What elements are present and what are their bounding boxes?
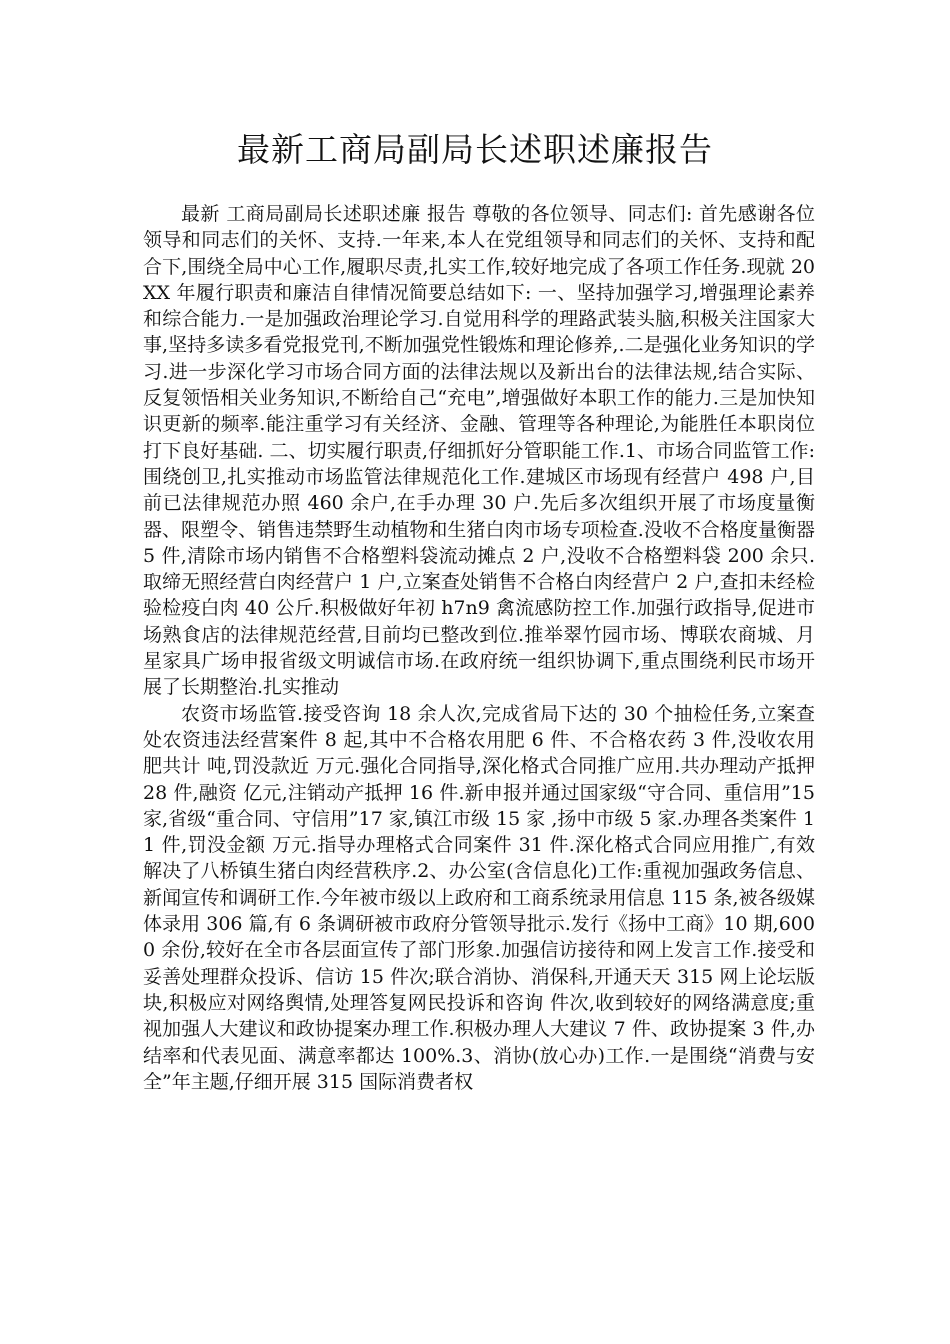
- body-paragraph-1: 最新 工商局副局长述职述廉 报告 尊敬的各位领导、同志们: 首先感谢各位领导和同志们的关怀、支持.一年来,本人在党组领导和同志们的关怀、支持和配合下,围绕全局中心工作,履职尽责,扎实工作,较好地完成了各项工作任务.现就 20XX 年履行职责和廉洁自律情况简要总结如下: 一、坚持加强学习,增强理论素养和综合能力.一是加强政治理论学习.自觉用科学的理路武装头脑,积极关注国家大事,坚持多读多看党报党刊,不断加强党性锻炼和理论修养,.二是强化业务知识的学习.进一步深化学习市场合同方面的法律法规以及新出台的法律法规,结合实际、反复领悟相关业务知识,不断给自己“充电”,增强做好本职工作的能力.三是加快知识更新的频率.能注重学习有关经济、金融、管理等各种理论,为能胜任本职岗位打下良好基础. 二、切实履行职责,仔细抓好分管职能工作.1、市场合同监管工作:围绕创卫,扎实推动市场监管法律规范化工作.建城区市场现有经营户 498 户,目前已法律规范办照 460 余户,在手办理 30 户.先后多次组织开展了市场度量衡器、限塑令、销售违禁野生动植物和生猪白肉市场专项检查.没收不合格度量衡器 5 件,清除市场内销售不合格塑料袋流动摊点 2 户,没收不合格塑料袋 200 余只.取缔无照经营白肉经营户 1 户,立案查处销售不合格白肉经营户 2 户,查扣未经检验检疫白肉 40 公斤.积极做好年初 h7n9 禽流感防控工作.加强行政指导,促进市场熟食店的法律规范经营,目前均已整改到位.推举翠竹园市场、博联农商城、月星家具广场申报省级文明诚信市场.在政府统一组织协调下,重点围绕利民市场开展了长期整治.扎实推动: [143, 203, 815, 699]
- body-paragraph-2: 农资市场监管.接受咨询 18 余人次,完成省局下达的 30 个抽检任务,立案查处农资违法经营案件 8 起,其中不合格农用肥 6 件、不合格农药 3 件,没收农用肥共计 吨,罚没款近 万元.强化合同指导,深化格式合同推广应用.共办理动产抵押 28 件,融资 亿元,注销动产抵押 16 件.新申报并通过国家级“守合同、重信用”15 家,省级“重合同、守信用”17 家,镇江市级 15 家 ,扬中市级 5 家.办理各类案件 11 件,罚没金额 万元.指导办理格式合同案件 31 件.深化格式合同应用推广,有效解决了八桥镇生猪白肉经营秩序.2、办公室(含信息化)工作:重视加强政务信息、新闻宣传和调研工作.今年被市级以上政府和工商系统录用信息 115 条,被各级媒体录用 306 篇,有 6 条调研被市政府分管领导批示.发行《扬中工商》10 期,6000 余份,较好在全市各层面宣传了部门形象.加强信访接待和网上发言工作.接受和妥善处理群众投诉、信访 15 件次;联合消协、消保科,开通天天 315 网上论坛版块,积极应对网络舆情,处理答复网民投诉和咨询 件次,收到较好的网络满意度;重视加强人大建议和政协提案办理工作.积极办理人大建议 7 件、政协提案 3 件,办结率和代表见面、满意率都达 100%.3、消协(放心办)工作.一是围绕“消费与安全”年主题,仔细开展 315 国际消费者权: [143, 702, 815, 1093]
- document-body: [143, 201, 815, 1095]
- document-title: 最新工商局副局长述职述廉报告: [237, 130, 713, 169]
